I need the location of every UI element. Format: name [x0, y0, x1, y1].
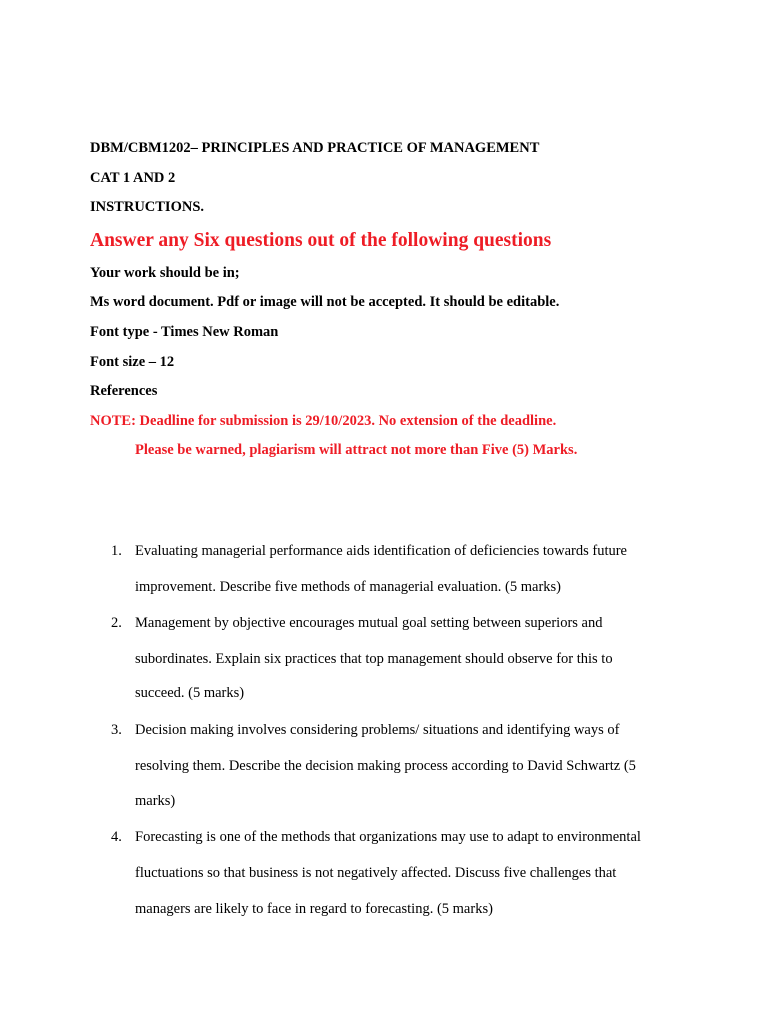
question-text-line: fluctuations so that business is not negatively affected. Discuss five challenges that — [135, 865, 617, 881]
font-size-text: Font size – 12 — [90, 354, 175, 370]
work-in-text: Your work should be in; — [90, 265, 240, 281]
question-number: 2. — [111, 615, 122, 631]
cat-label: CAT 1 AND 2 — [90, 170, 176, 186]
font-type-text: Font type - Times New Roman — [90, 324, 279, 340]
references-text: References — [90, 383, 158, 399]
instructions-headline: Answer any Six questions out of the following questions — [90, 230, 552, 251]
question-number: 3. — [111, 722, 122, 738]
question-text-line: Decision making involves considering problems/ situations and identifying ways of — [135, 722, 620, 738]
question-text-line: Management by objective encourages mutual goal setting between superiors and — [135, 615, 603, 631]
question-text-line: subordinates. Explain six practices that top management should observe for this to — [135, 651, 613, 667]
format-text: Ms word document. Pdf or image will not be accepted. It should be editable. — [90, 294, 560, 310]
question-text-line: managers are likely to face in regard to forecasting. (5 marks) — [135, 901, 493, 917]
question-text-line: resolving them. Describe the decision making process according to David Schwartz (5 — [135, 758, 636, 774]
question-text-line: improvement. Describe five methods of managerial evaluation. (5 marks) — [135, 579, 561, 595]
deadline-note: NOTE: Deadline for submission is 29/10/2023. No extension of the deadline. — [90, 413, 557, 429]
instructions-label: INSTRUCTIONS. — [90, 199, 205, 215]
question-text-line: marks) — [135, 793, 176, 809]
question-text-line: succeed. (5 marks) — [135, 685, 245, 701]
question-number: 1. — [111, 543, 122, 559]
question-text-line: Forecasting is one of the methods that organizations may use to adapt to environmental — [135, 829, 641, 845]
plagiarism-warning: Please be warned, plagiarism will attract not more than Five (5) Marks. — [135, 442, 578, 458]
question-text-line: Evaluating managerial performance aids identification of deficiencies towards future — [135, 543, 627, 559]
question-number: 4. — [111, 829, 122, 845]
course-title: DBM/CBM1202– PRINCIPLES AND PRACTICE OF MANAGEMENT — [90, 140, 540, 156]
